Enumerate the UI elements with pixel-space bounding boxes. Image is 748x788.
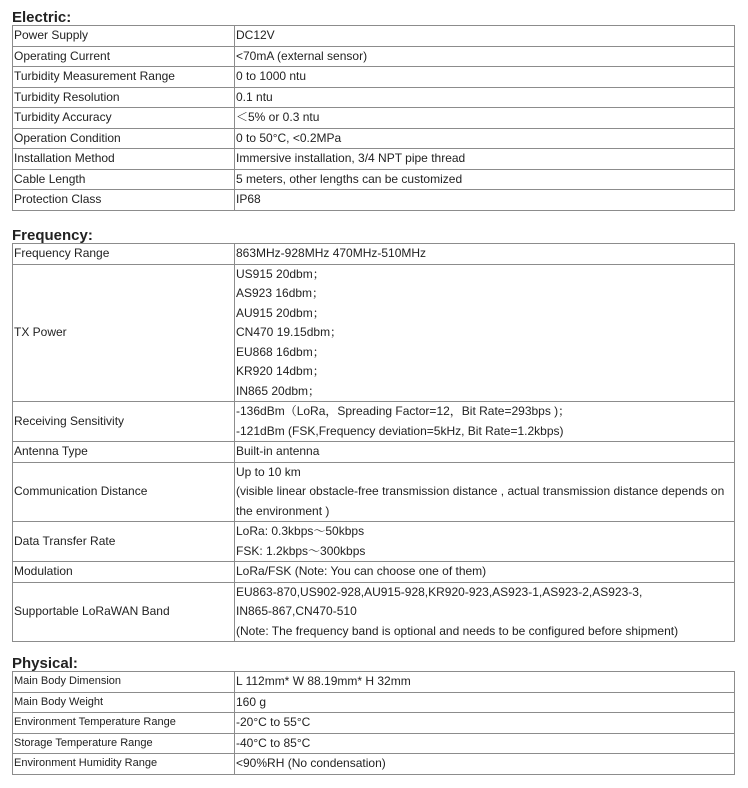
- spec-label: Environment Humidity Range: [13, 754, 235, 775]
- spec-label: Antenna Type: [13, 442, 235, 463]
- value-line: KR920 14dbm；: [236, 364, 325, 378]
- table-row: [13, 522, 735, 562]
- spec-label: Operating Current: [13, 46, 235, 67]
- table-row: [13, 264, 735, 402]
- table-row: [13, 108, 735, 129]
- spec-value: <70mA (external sensor): [235, 46, 735, 67]
- value-line: LoRa/FSK (Note: You can choose one of them): [236, 564, 487, 578]
- physical-section: [12, 654, 735, 776]
- frequency-title: Frequency:: [12, 227, 93, 244]
- electric-section: [12, 8, 735, 210]
- table-row: [13, 46, 735, 67]
- spec-label: Turbidity Measurement Range: [13, 67, 235, 88]
- spec-label: Operation Condition: [13, 128, 235, 149]
- physical-table: [12, 671, 735, 775]
- spec-label: Data Transfer Rate: [13, 522, 235, 562]
- value-line: EU868 16dbm；: [236, 344, 325, 359]
- spec-value: [235, 582, 735, 642]
- spec-value: [235, 562, 735, 583]
- spec-label: Storage Temperature Range: [13, 733, 235, 754]
- spec-label: TX Power: [13, 264, 235, 402]
- spec-value: 0 to 1000 ntu: [235, 67, 735, 88]
- value-line: -121dBm (FSK,Frequency deviation=5kHz, Bit Rate=1.2kbps): [236, 423, 564, 438]
- physical-title: Physical:: [12, 655, 78, 672]
- spec-label: Cable Length: [13, 169, 235, 190]
- spec-label: Frequency Range: [13, 244, 235, 265]
- spec-value: 160 g: [235, 692, 735, 713]
- spec-value: -40°C to 85°C: [235, 733, 735, 754]
- table-row: [13, 582, 735, 642]
- spec-label: Installation Method: [13, 149, 235, 170]
- value-line: (Note: The frequency band is optional and needs to be configured before shipment): [236, 623, 679, 638]
- value-line: CN470 19.15dbm；: [236, 325, 343, 339]
- table-row: [13, 562, 735, 583]
- value-line: IN865 20dbm；: [236, 383, 321, 398]
- spec-value: [235, 462, 735, 522]
- spec-label: Communication Distance: [13, 462, 235, 522]
- table-row: [13, 692, 735, 713]
- table-row: [13, 190, 735, 211]
- spec-label: Main Body Weight: [13, 692, 235, 713]
- value-line: the environment ): [236, 503, 330, 518]
- table-row: [13, 169, 735, 190]
- spec-value: Immersive installation, 3/4 NPT pipe thread: [235, 149, 735, 170]
- spec-value: 5 meters, other lengths can be customized: [235, 169, 735, 190]
- value-line: -136dBm（LoRa，Spreading Factor=12，Bit Rate=293bps )；: [236, 404, 571, 418]
- spec-label: Turbidity Resolution: [13, 87, 235, 108]
- electric-title: Electric:: [12, 9, 72, 26]
- table-row: [13, 442, 735, 463]
- table-row: [13, 462, 735, 522]
- value-line: EU863-870,US902-928,AU915-928,KR920-923,AS923-1,AS923-2,AS923-3,: [236, 584, 643, 599]
- value-line: AU915 20dbm；: [236, 305, 325, 320]
- spec-value: L 112mm* W 88.19mm* H 32mm: [235, 672, 735, 693]
- frequency-section: [12, 226, 735, 638]
- spec-value: [235, 522, 735, 562]
- spec-value: 0 to 50°C, <0.2MPa: [235, 128, 735, 149]
- spec-label: Supportable LoRaWAN Band: [13, 582, 235, 642]
- spec-value: ＜5% or 0.3 ntu: [235, 108, 735, 129]
- spec-value: <90%RH (No condensation): [235, 754, 735, 775]
- table-row: [13, 733, 735, 754]
- table-row: [13, 149, 735, 170]
- spec-value: IP68: [235, 190, 735, 211]
- spec-label: Modulation: [13, 562, 235, 583]
- table-row: [13, 67, 735, 88]
- table-row: [13, 754, 735, 775]
- spec-value: -20°C to 55°C: [235, 713, 735, 734]
- spec-value: 0.1 ntu: [235, 87, 735, 108]
- spec-value: DC12V: [235, 26, 735, 47]
- spec-value: [235, 264, 735, 402]
- table-row: [13, 87, 735, 108]
- spec-label: Power Supply: [13, 26, 235, 47]
- spec-value: [235, 244, 735, 265]
- table-row: [13, 713, 735, 734]
- value-line: Built-in antenna: [236, 444, 320, 458]
- table-row: [13, 128, 735, 149]
- table-row: [13, 672, 735, 693]
- spec-label: Receiving Sensitivity: [13, 402, 235, 442]
- value-line: IN865-867,CN470-510: [236, 604, 357, 618]
- table-row: [13, 26, 735, 47]
- value-line: LoRa: 0.3kbps～50kbps: [236, 524, 365, 538]
- value-line: US915 20dbm；: [236, 266, 325, 281]
- table-row: [13, 244, 735, 265]
- value-line: Up to 10 km: [236, 464, 301, 479]
- value-line: FSK: 1.2kbps～300kbps: [236, 543, 366, 558]
- spec-label: Main Body Dimension: [13, 672, 235, 693]
- spec-value: [235, 442, 735, 463]
- value-line: AS923 16dbm；: [236, 286, 325, 300]
- value-line: 863MHz-928MHz 470MHz-510MHz: [236, 246, 427, 260]
- spec-value: [235, 402, 735, 442]
- spec-label: Protection Class: [13, 190, 235, 211]
- frequency-table: [12, 243, 735, 642]
- spec-label: Environment Temperature Range: [13, 713, 235, 734]
- table-row: [13, 402, 735, 442]
- electric-table: [12, 25, 735, 211]
- spec-label: Turbidity Accuracy: [13, 108, 235, 129]
- value-line: (visible linear obstacle-free transmission distance , actual transmission distance depends on: [236, 484, 725, 498]
